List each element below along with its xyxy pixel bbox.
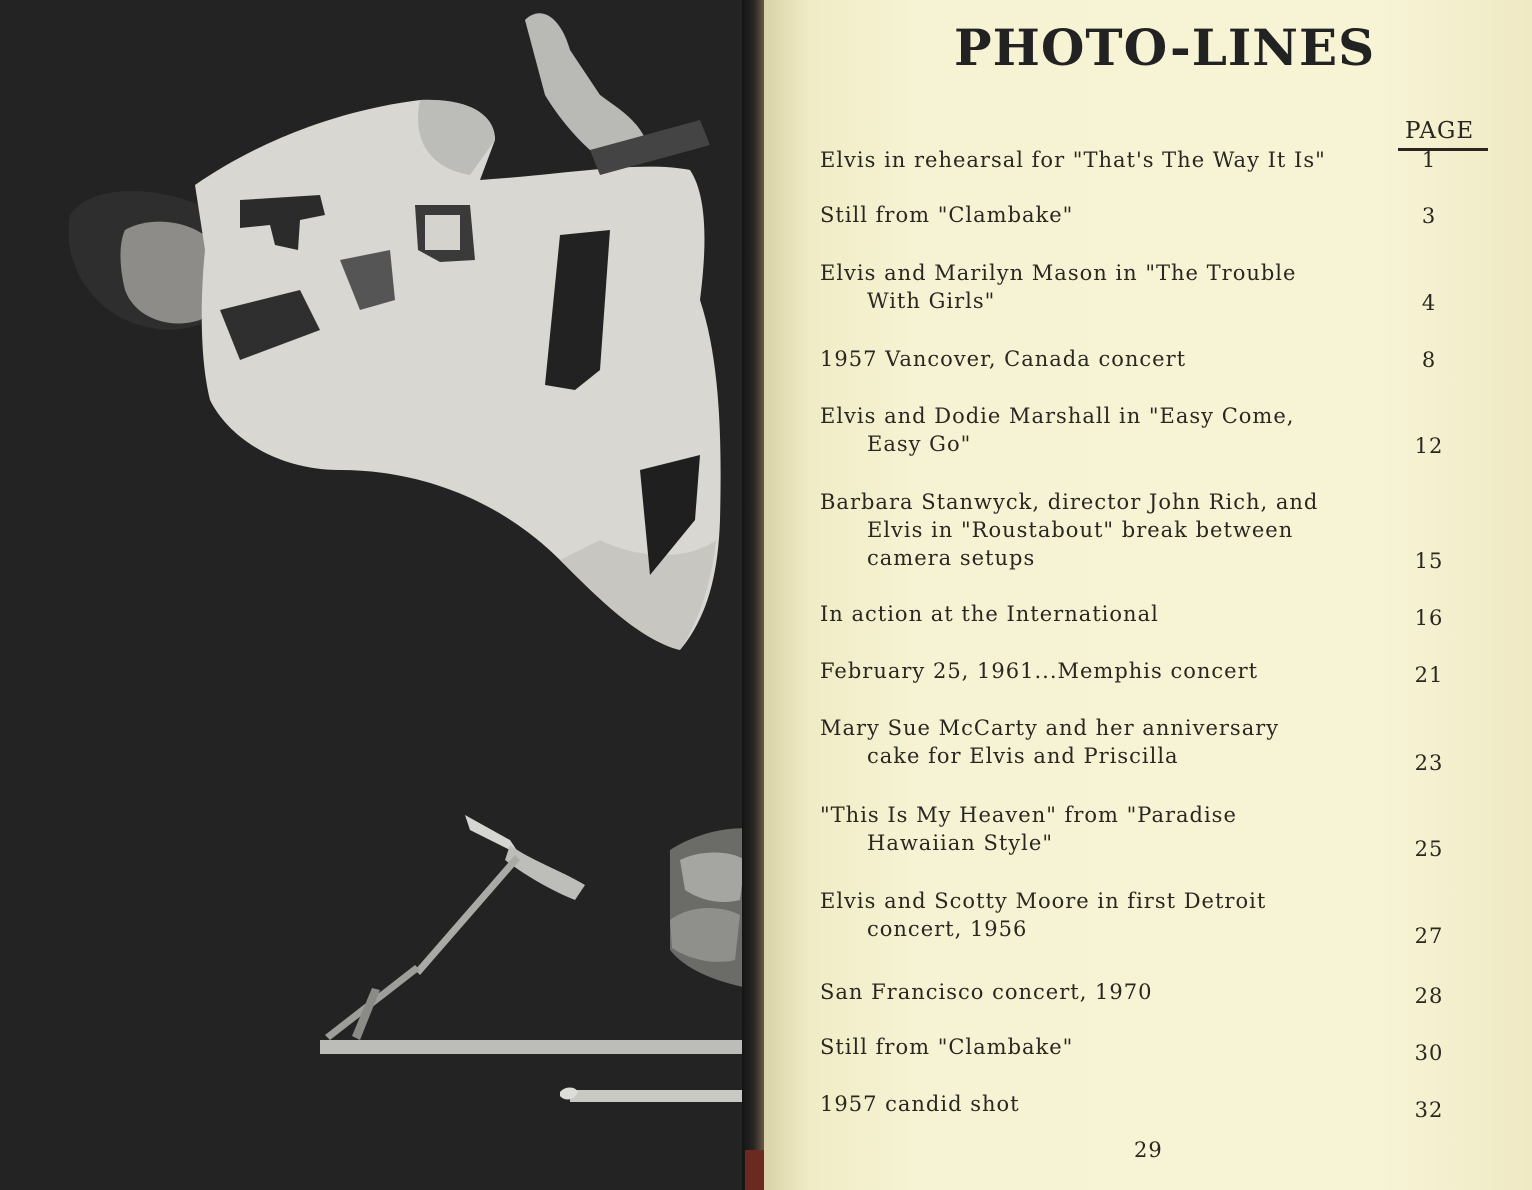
list-item	[820, 887, 1420, 943]
entry-line-continuation: Easy Go"	[867, 432, 972, 456]
list-item	[820, 259, 1420, 315]
entry-page-number: 23	[1414, 751, 1444, 775]
entry-page-number: 12	[1414, 434, 1444, 458]
entry-line-continuation: Elvis in "Roustabout" break between	[867, 518, 1294, 542]
list-item	[820, 146, 1420, 174]
entry-page-number: 1	[1421, 148, 1437, 172]
entry-line: Still from "Clambake"	[820, 1035, 1074, 1059]
entry-line: Elvis and Scotty Moore in first Detroit	[820, 889, 1267, 913]
list-item	[820, 657, 1420, 685]
entry-page-number: 30	[1414, 1041, 1444, 1065]
list-item	[820, 600, 1420, 628]
entry-page-number: 3	[1421, 204, 1437, 228]
entry-line: "This Is My Heaven" from "Paradise	[820, 803, 1237, 827]
list-item	[820, 1090, 1420, 1118]
entry-page-number: 21	[1414, 663, 1444, 687]
entry-page-number: 32	[1414, 1098, 1444, 1122]
entry-line: Elvis and Dodie Marshall in "Easy Come,	[820, 404, 1295, 428]
entry-page-number: 27	[1414, 924, 1444, 948]
list-item	[820, 801, 1420, 857]
entry-line-continuation: concert, 1956	[867, 917, 1028, 941]
entry-line-continuation: With Girls"	[867, 289, 996, 313]
entry-line: Mary Sue McCarty and her anniversary	[820, 716, 1280, 740]
entry-page-number: 25	[1414, 837, 1444, 861]
entry-line: February 25, 1961...Memphis concert	[820, 659, 1259, 683]
page-title: PHOTO-LINES	[954, 18, 1376, 77]
entry-line: Elvis and Marilyn Mason in "The Trouble	[820, 261, 1297, 285]
entry-line: 1957 candid shot	[820, 1092, 1020, 1116]
list-item	[820, 714, 1420, 770]
list-item	[820, 488, 1420, 572]
spine-edge	[745, 1150, 765, 1190]
entry-page-number: 8	[1421, 348, 1437, 372]
list-item	[820, 201, 1420, 229]
entry-line-continuation: Hawaiian Style"	[867, 831, 1053, 855]
list-item	[820, 345, 1420, 373]
list-item	[820, 1033, 1420, 1061]
page-column-header: PAGE	[1405, 118, 1475, 144]
entry-line: Elvis in rehearsal for "That's The Way It Is"	[820, 148, 1326, 172]
entry-page-number: 15	[1414, 549, 1444, 573]
concert-photograph	[0, 0, 758, 1190]
left-page-photo	[0, 0, 758, 1190]
page-number-footer: 29	[1134, 1138, 1163, 1162]
list-item	[820, 402, 1420, 458]
entry-page-number: 28	[1414, 984, 1444, 1008]
entry-line: Barbara Stanwyck, director John Rich, and	[820, 490, 1319, 514]
entry-line: San Francisco concert, 1970	[820, 980, 1153, 1004]
entry-line: 1957 Vancover, Canada concert	[820, 347, 1187, 371]
entry-line-continuation: cake for Elvis and Priscilla	[867, 744, 1179, 768]
entry-page-number: 16	[1414, 606, 1444, 630]
entry-page-number: 4	[1421, 291, 1437, 315]
entry-line: Still from "Clambake"	[820, 203, 1074, 227]
list-item	[820, 978, 1420, 1006]
right-page	[764, 0, 1532, 1190]
entry-line: In action at the International	[820, 602, 1159, 626]
entry-line-continuation: camera setups	[867, 546, 1036, 570]
